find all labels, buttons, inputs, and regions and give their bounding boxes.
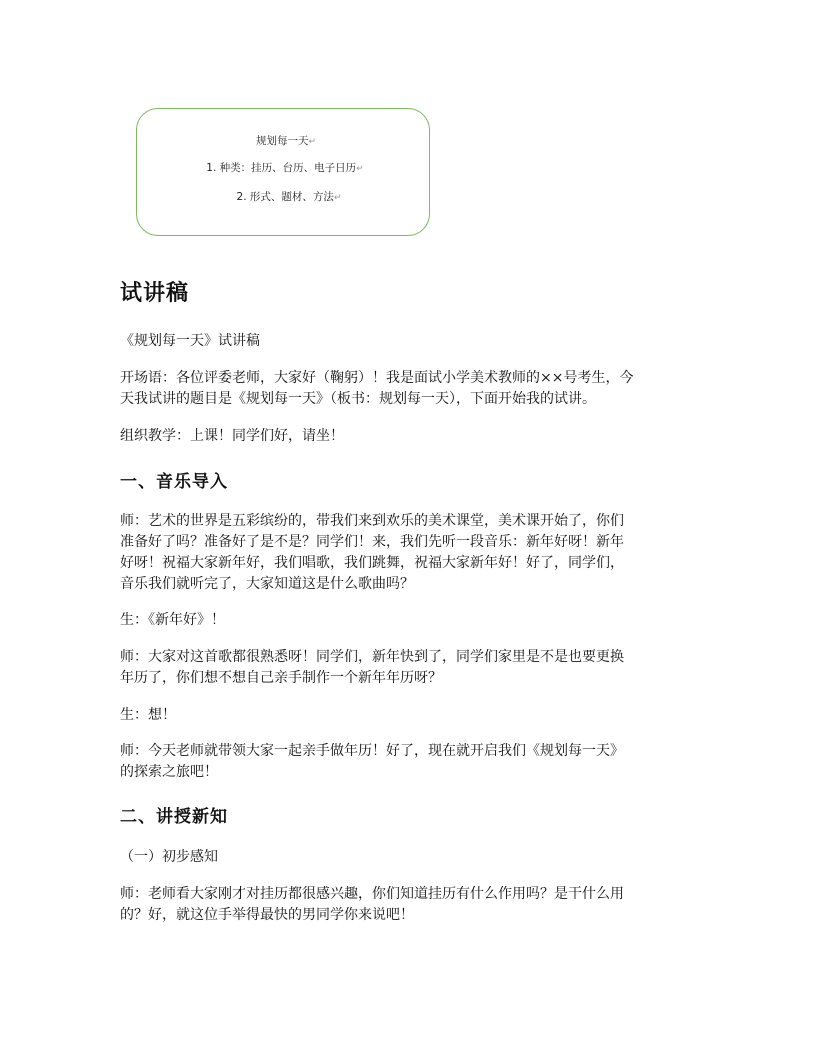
board-item-1-line bbox=[139, 160, 431, 175]
board-item-2-line bbox=[143, 189, 435, 204]
text-line: 师：今天老师就带领大家一起亲手做年历！好了，现在就开启我们《规划每一天》 bbox=[120, 743, 624, 759]
text-line: 师：老师看大家刚才对挂历都很感兴趣，你们知道挂历有什么作用吗？是干什么用 bbox=[120, 886, 624, 902]
blackboard-design-box bbox=[136, 108, 430, 236]
student-paragraph: 生：想！ bbox=[120, 707, 176, 723]
text-line: 的？好，就这位手举得最快的男同学你来说吧！ bbox=[120, 907, 414, 923]
board-item-1: 1. 种类：挂历、台历、电子日历 bbox=[206, 162, 357, 174]
opening-paragraph bbox=[120, 368, 700, 410]
text-line: 师：大家对这首歌都很熟悉呀！同学们，新年快到了，同学们家里是不是也要更换 bbox=[120, 649, 624, 665]
document-title: 试讲稿 bbox=[120, 281, 190, 306]
text-line: 准备好了吗？准备好了是不是？同学们！来，我们先听一段音乐：新年好呀！新年 bbox=[120, 534, 624, 550]
paragraph-mark-icon: ↵ bbox=[356, 164, 364, 174]
section-heading-music-intro: 一、音乐导入 bbox=[120, 472, 228, 492]
board-title-line bbox=[140, 133, 432, 148]
text-line: 年历了，你们想不想自己亲手制作一个新年年历呀？ bbox=[120, 670, 442, 686]
text-line: 音乐我们就听完了，大家知道这是什么歌曲吗？ bbox=[120, 576, 414, 592]
teacher-paragraph bbox=[120, 884, 700, 926]
text-line: 师：艺术的世界是五彩缤纷的，带我们来到欢乐的美术课堂，美术课开始了，你们 bbox=[120, 513, 624, 529]
board-item-2: 2. 形式、题材、方法 bbox=[236, 191, 334, 203]
teacher-paragraph bbox=[120, 741, 700, 783]
teacher-paragraph bbox=[120, 511, 700, 595]
teacher-paragraph bbox=[120, 647, 700, 689]
organize-paragraph: 组织教学：上课！同学们好，请坐！ bbox=[120, 428, 344, 444]
board-title: 规划每一天 bbox=[255, 135, 309, 147]
paragraph-mark-icon: ↵ bbox=[333, 193, 342, 203]
paragraph-mark-icon: ↵ bbox=[308, 137, 317, 147]
subsection-heading: （一）初步感知 bbox=[120, 849, 218, 865]
student-paragraph: 生：《新年好》！ bbox=[120, 612, 225, 628]
section-heading-new-knowledge: 二、讲授新知 bbox=[120, 807, 228, 827]
lesson-subtitle: 《规划每一天》试讲稿 bbox=[120, 333, 260, 349]
text-line: 开场语：各位评委老师，大家好（鞠躬）！我是面试小学美术教师的××号考生，今 bbox=[120, 370, 634, 386]
text-line: 好呀！祝福大家新年好，我们唱歌，我们跳舞，祝福大家新年好！好了，同学们， bbox=[120, 555, 624, 571]
text-line: 天我试讲的题目是《规划每一天》（板书：规划每一天），下面开始我的试讲。 bbox=[120, 391, 596, 407]
text-line: 的探索之旅吧！ bbox=[120, 764, 218, 780]
